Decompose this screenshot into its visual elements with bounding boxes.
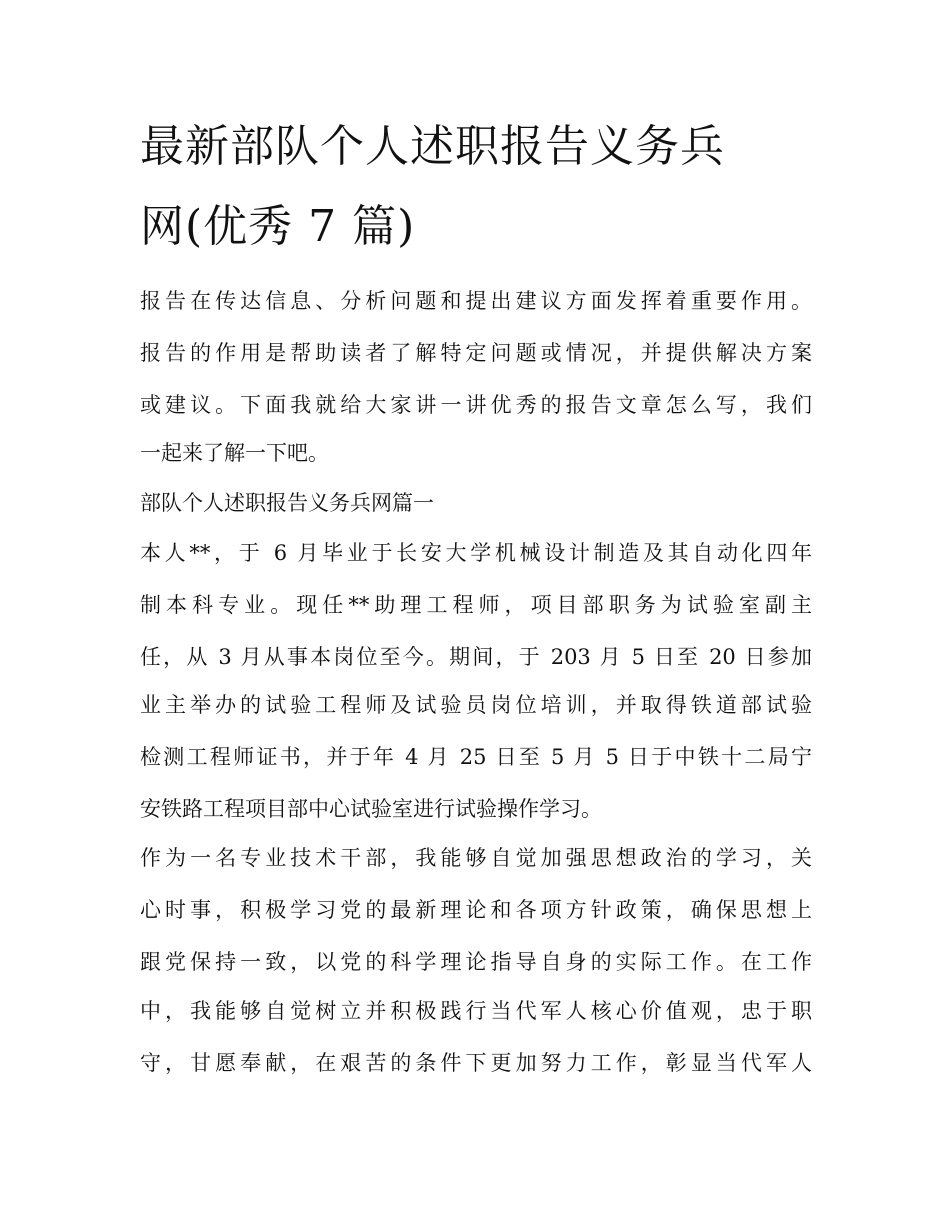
paragraph-line: 守，甘愿奉献，在艰苦的条件下更加努力工作，彰显当代军人 bbox=[140, 1051, 812, 1075]
intro-line: 或建议。下面我就给大家讲一讲优秀的报告文章怎么写，我们 bbox=[140, 393, 812, 417]
intro-line: 报告在传达信息、分析问题和提出建议方面发挥着重要作用。 bbox=[140, 289, 812, 313]
section-heading: 部队个人述职报告义务兵网篇一 bbox=[140, 491, 434, 515]
paragraph-line: 任，从 3 月从事本岗位至今。期间，于 203 月 5 日至 20 日参加 bbox=[140, 645, 812, 669]
paragraph-line: 心时事，积极学习党的最新理论和各项方针政策，确保思想上 bbox=[140, 898, 812, 922]
paragraph-line: 检测工程师证书，并于年 4 月 25 日至 5 月 5 日于中铁十二局宁 bbox=[140, 745, 812, 769]
paragraph-line: 制本科专业。现任**助理工程师，项目部职务为试验室副主 bbox=[140, 593, 812, 617]
intro-line: 一起来了解一下吧。 bbox=[140, 441, 329, 465]
intro-line: 报告的作用是帮助读者了解特定问题或情况，并提供解决方案 bbox=[140, 341, 812, 365]
paragraph-line: 跟党保持一致，以党的科学理论指导自身的实际工作。在工作 bbox=[140, 950, 812, 974]
paragraph-line: 作为一名专业技术干部，我能够自觉加强思想政治的学习，关 bbox=[140, 846, 812, 870]
paragraph-line: 中，我能够自觉树立并积极践行当代军人核心价值观，忠于职 bbox=[140, 999, 812, 1023]
paragraph-line: 本人**，于 6 月毕业于长安大学机械设计制造及其自动化四年 bbox=[140, 541, 812, 565]
paragraph-line: 业主举办的试验工程师及试验员岗位培训，并取得铁道部试验 bbox=[140, 693, 812, 717]
document-title-line-2: 网(优秀 7 篇) bbox=[140, 201, 416, 252]
document-title-line-1: 最新部队个人述职报告义务兵 bbox=[140, 121, 725, 172]
paragraph-line: 安铁路工程项目部中心试验室进行试验操作学习。 bbox=[140, 797, 602, 821]
